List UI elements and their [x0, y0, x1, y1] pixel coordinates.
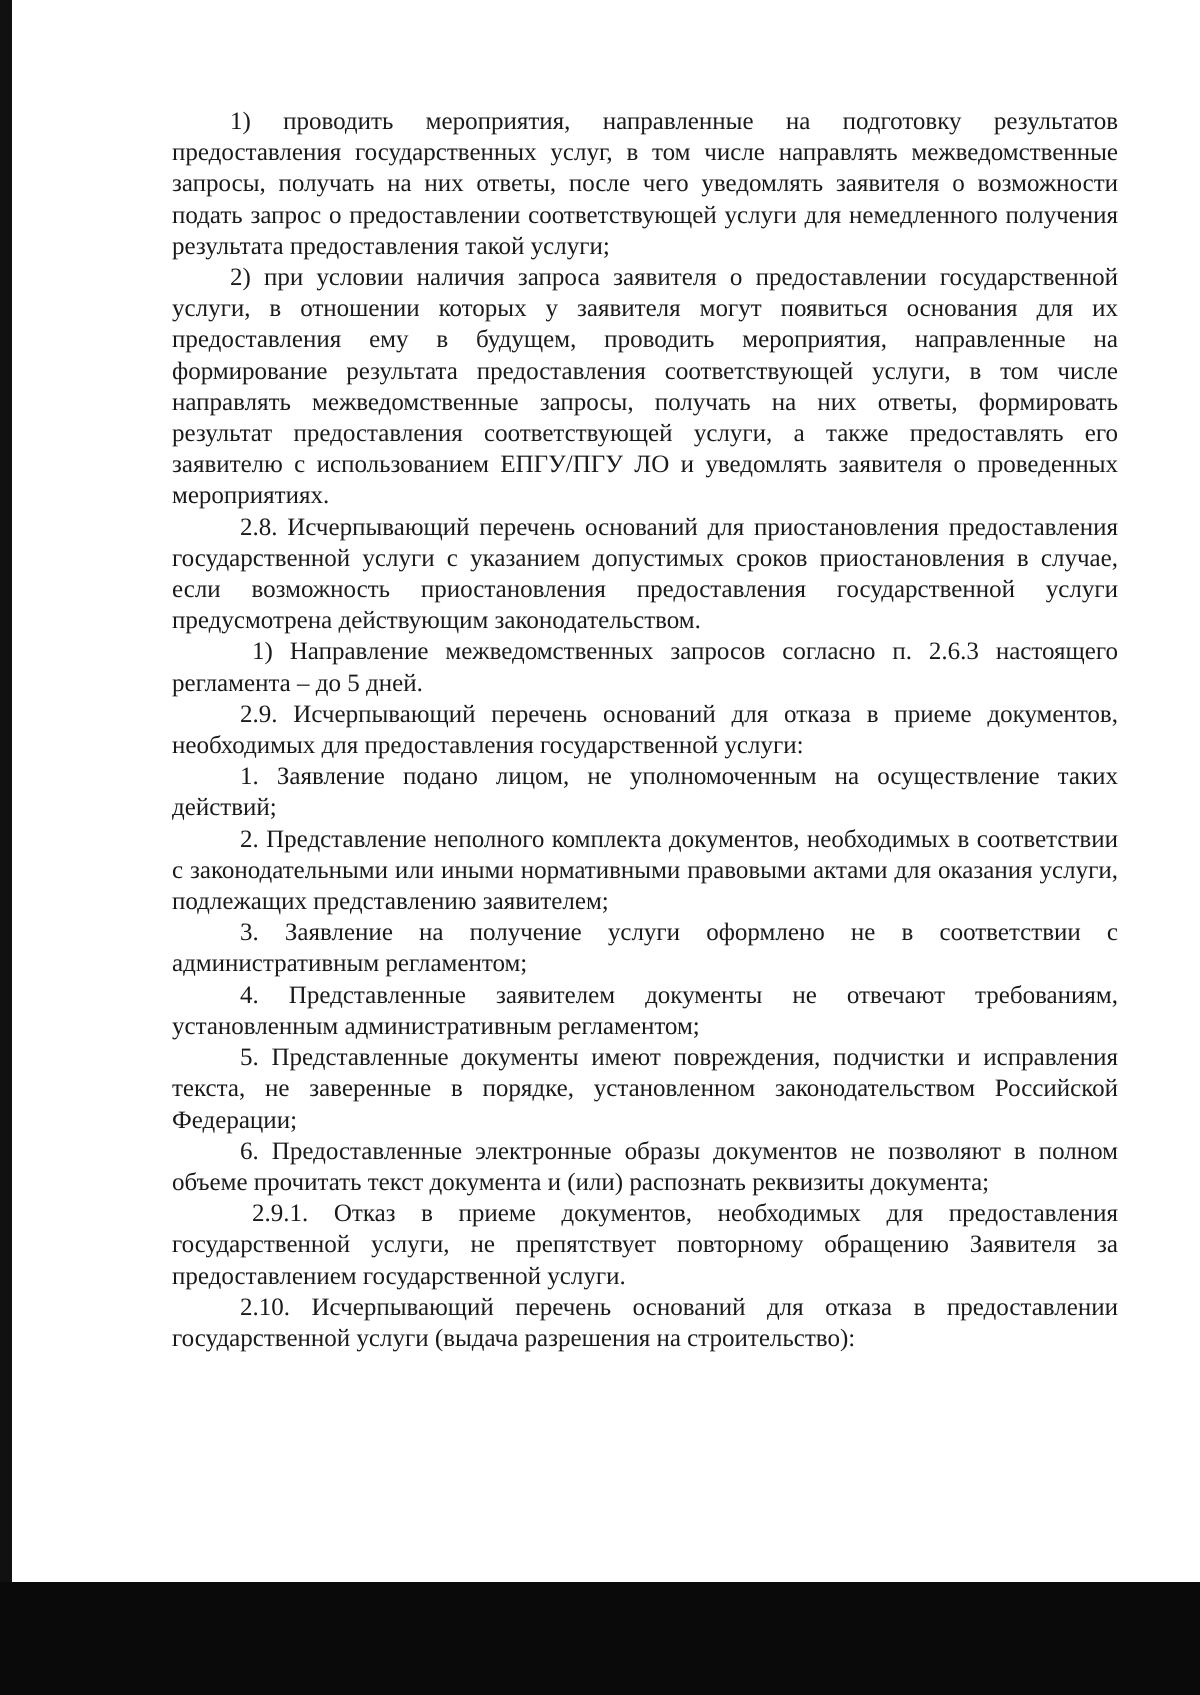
- paragraph-item-1: 1) проводить мероприятия, направленные на подготовку результатов предоставления государственных услуг, в том числе направлять межведомственные запросы, получать на них ответы, после чего уведомлять заявителя о возможности подать запрос о предоставлении соответствующей услуги для немедленного получения результата предоставления такой услуги;: [172, 108, 1118, 260]
- refusal-reason-3: 3. Заявление на получение услуги оформлено не в соответствии с административным регламентом;: [172, 919, 1118, 978]
- refusal-reason-1: 1. Заявление подано лицом, не уполномоченным на осуществление таких действий;: [172, 763, 1118, 822]
- scan-left-edge: [0, 0, 12, 1695]
- section-2-8: 2.8. Исчерпывающий перечень оснований для приостановления предоставления государственной услуги с указанием допустимых сроков приостановления в случае, если возможность приостановления предоставления государственной услуги предусмотрена действующим законодательством.: [172, 513, 1118, 635]
- refusal-reason-6: 6. Предоставленные электронные образы документов не позволяют в полном объеме прочитать текст документа и (или) распознать реквизиты документа;: [172, 1137, 1118, 1196]
- refusal-reason-2: 2. Представление неполного комплекта документов, необходимых в соответствии с законодательными или иными нормативными правовыми актами для оказания услуги, подлежащих представлению заявителем;: [172, 825, 1118, 916]
- section-2-9: 2.9. Исчерпывающий перечень оснований для отказа в приеме документов, необходимых для предоставления государственной услуги:: [172, 700, 1118, 760]
- scan-bottom-band: [0, 1582, 1200, 1695]
- paragraph-item-2: 2) при условии наличия запроса заявителя о предоставлении государственной услуги, в отношении которых у заявителя могут появиться основания для их предоставления ему в будущем, проводить мероприятия, направленные на формирование результата предоставления соответствующей услуги, в том числе направлять межведомственные запросы, получать на них ответы, формировать результат предоставления соответствующей услуги, а также предоставлять его заявителю с использованием ЕПГУ/ПГУ ЛО и уведомлять заявителя о проведенных мероприятиях.: [172, 264, 1118, 510]
- refusal-reason-4: 4. Представленные заявителем документы не отвечают требованиям, установленным административным регламентом;: [172, 981, 1118, 1040]
- section-2-10: 2.10. Исчерпывающий перечень оснований для отказа в предоставлении государственной услуги (выдача разрешения на строительство):: [172, 1293, 1118, 1352]
- refusal-reason-5: 5. Представленные документы имеют повреждения, подчистки и исправления текста, не заверенные в порядке, установленном законодательством Российской Федерации;: [172, 1044, 1118, 1134]
- section-2-9-1: 2.9.1. Отказ в приеме документов, необходимых для предоставления государственной услуги, не препятствует повторному обращению Заявителя за предоставлением государственной услуги.: [172, 1200, 1118, 1290]
- document-body: [172, 106, 1118, 1354]
- paragraph-suspension-term: 1) Направление межведомственных запросов согласно п. 2.6.3 настоящего регламента – до 5 дней.: [172, 638, 1118, 697]
